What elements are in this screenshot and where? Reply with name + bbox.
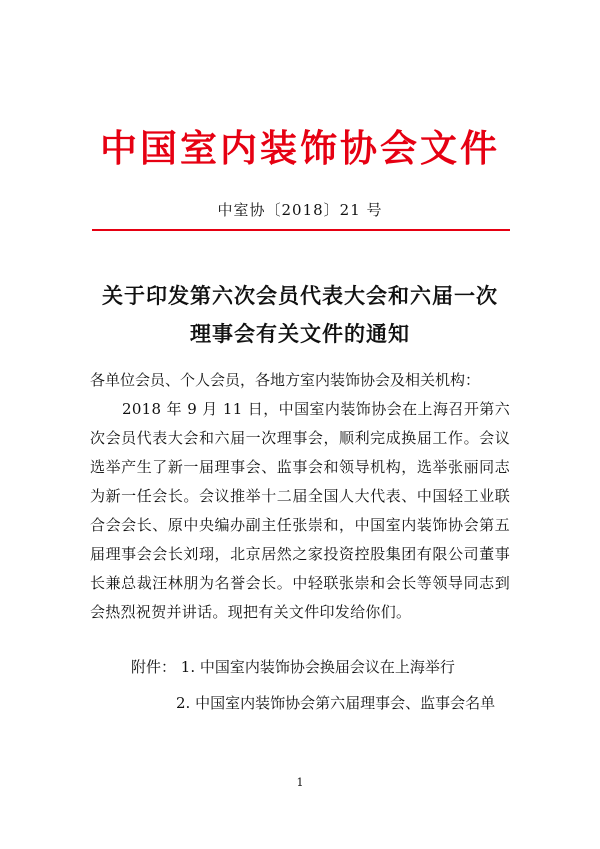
notice-title-line-1: 关于印发第六次会员代表大会和六届一次 bbox=[102, 283, 498, 308]
attachment-text-2: 2. 中国室内装饰协会第六届理事会、监事会名单 bbox=[176, 694, 496, 712]
document-header-title: 中国室内装饰协会文件 bbox=[100, 126, 500, 170]
attachment-label: 附件： bbox=[131, 658, 177, 676]
attachment-item-2 bbox=[176, 692, 495, 713]
notice-title-line-2: 理事会有关文件的通知 bbox=[190, 321, 410, 346]
salutation: 各单位会员、个人会员，各地方室内装饰协会及相关机构： bbox=[90, 371, 481, 389]
attachment-item-1 bbox=[131, 656, 455, 677]
attachment-text-1: 1. 中国室内装饰协会换届会议在上海举行 bbox=[180, 658, 455, 676]
page-number: 1 bbox=[296, 776, 304, 789]
header-divider-line bbox=[92, 229, 510, 231]
document-number: 中室协〔2018〕21 号 bbox=[217, 201, 383, 219]
body-paragraph: 2018 年 9 月 11 日，中国室内装饰协会在上海召开第六次会员代表大会和六届一次理事会，顺利完成换届工作。会议选举产生了新一届理事会、监事会和领导机构，选举张丽同志为新一任会长。会议推举十二届全国人大代表、中国轻工业联合会会长、原中央编办副主任张崇和，中国室内装饰协会第五届理事会会长刘珝，北京居然之家投资控股集团有限公司董事长兼总裁汪林朋为名誉会长。中轻联张崇和会长等领导同志到会热烈祝贺并讲话。现把有关文件印发给你们。 bbox=[90, 400, 510, 621]
